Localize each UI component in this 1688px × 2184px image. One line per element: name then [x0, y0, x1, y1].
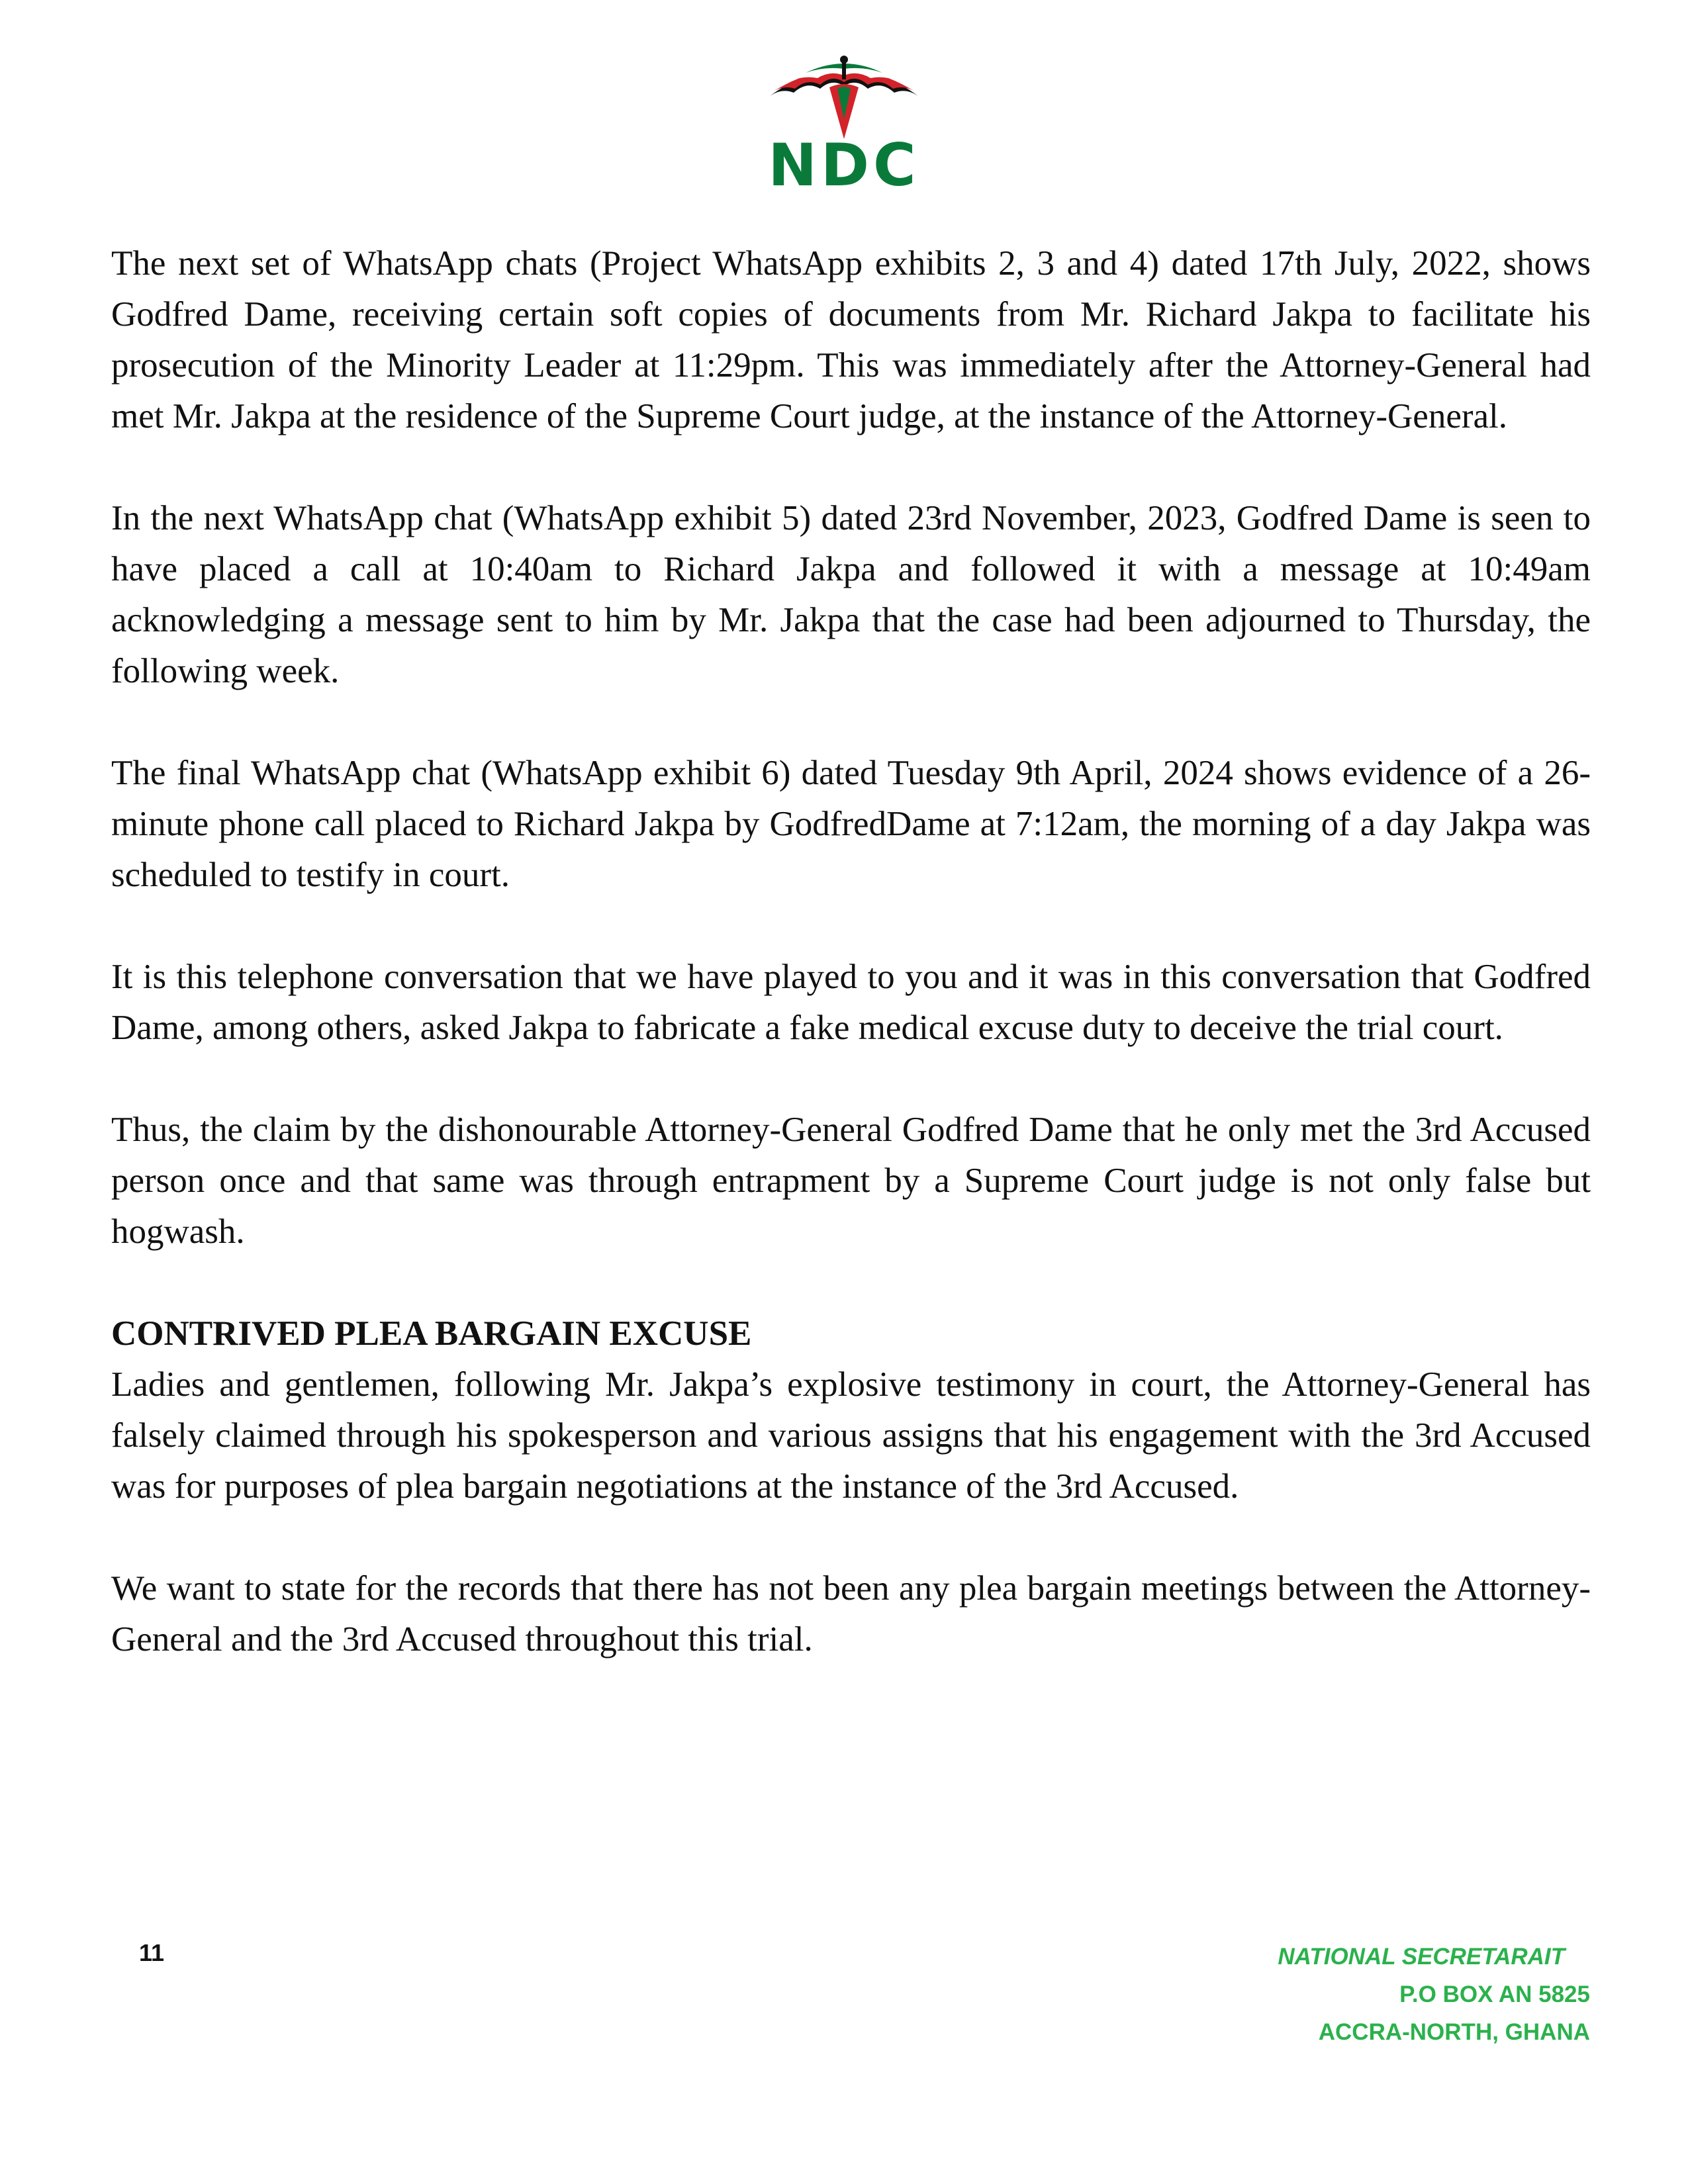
document-body — [111, 238, 1591, 1716]
footer-address — [1278, 1938, 1590, 2051]
footer-address-line-2: P.O BOX AN 5825 — [1399, 1981, 1590, 2007]
paragraph-whatsapp-exhibits-2-4: The next set of WhatsApp chats (Project WhatsApp exhibits 2, 3 and 4) dated 17th July, 2022, shows Godfred Dame, receiving certain soft copies of documents from Mr. Richard Jakpa to facilitate his prosecution of the Minority Leader at 11:29pm. This was immediately after the Attorney-General had met Mr. Jakpa at the residence of the Supreme Court judge, at the instance of the Attorney-General. — [111, 244, 1591, 435]
page-number: 11 — [139, 1939, 165, 1966]
paragraph-whatsapp-exhibit-5: In the next WhatsApp chat (WhatsApp exhibit 5) dated 23rd November, 2023, Godfred Dame is seen to have placed a call at 10:40am to Richard Jakpa and followed it with a message at 10:49am acknowledging a message sent to him by Mr. Jakpa that the case had been adjourned to Thursday, the following week. — [111, 499, 1591, 690]
section-heading: CONTRIVED PLEA BARGAIN EXCUSE — [111, 1314, 752, 1353]
footer-address-line-1: NATIONAL SECRETARAIT — [1278, 1944, 1565, 1970]
ndc-logo — [745, 46, 943, 199]
paragraph-whatsapp-exhibit-6: The final WhatsApp chat (WhatsApp exhibit 6) dated Tuesday 9th April, 2024 shows evidence of a 26- minute phone call placed to Richard Jakpa by GodfredDame at 7:12am, the morning of a day Jakpa was scheduled to testify in court. — [111, 754, 1591, 894]
paragraph-plea-bargain-claim: Ladies and gentlemen, following Mr. Jakpa’s explosive testimony in court, the Attorney-General has falsely claimed through his spokesperson and various assigns that his engagement with the 3rd Accused was for purposes of plea bargain negotiations at the instance of the 3rd Accused. — [111, 1365, 1591, 1506]
paragraph-plea-bargain-statement: We want to state for the records that there has not been any plea bargain meetings between the Attorney-General and the 3rd Accused throughout this trial. — [111, 1569, 1591, 1659]
paragraph-telephone-conversation: It is this telephone conversation that we have played to you and it was in this conversation that Godfred Dame, among others, asked Jakpa to fabricate a fake medical excuse duty to deceive the trial court. — [111, 958, 1591, 1047]
footer-address-line-3: ACCRA-NORTH, GHANA — [1318, 2019, 1590, 2045]
paragraph-claim-hogwash: Thus, the claim by the dishonourable Attorney-General Godfred Dame that he only met the 3rd Accused person once and that same was through entrapment by a Supreme Court judge is not only false but hogwash. — [111, 1111, 1591, 1251]
logo-text: NDC — [768, 131, 920, 199]
